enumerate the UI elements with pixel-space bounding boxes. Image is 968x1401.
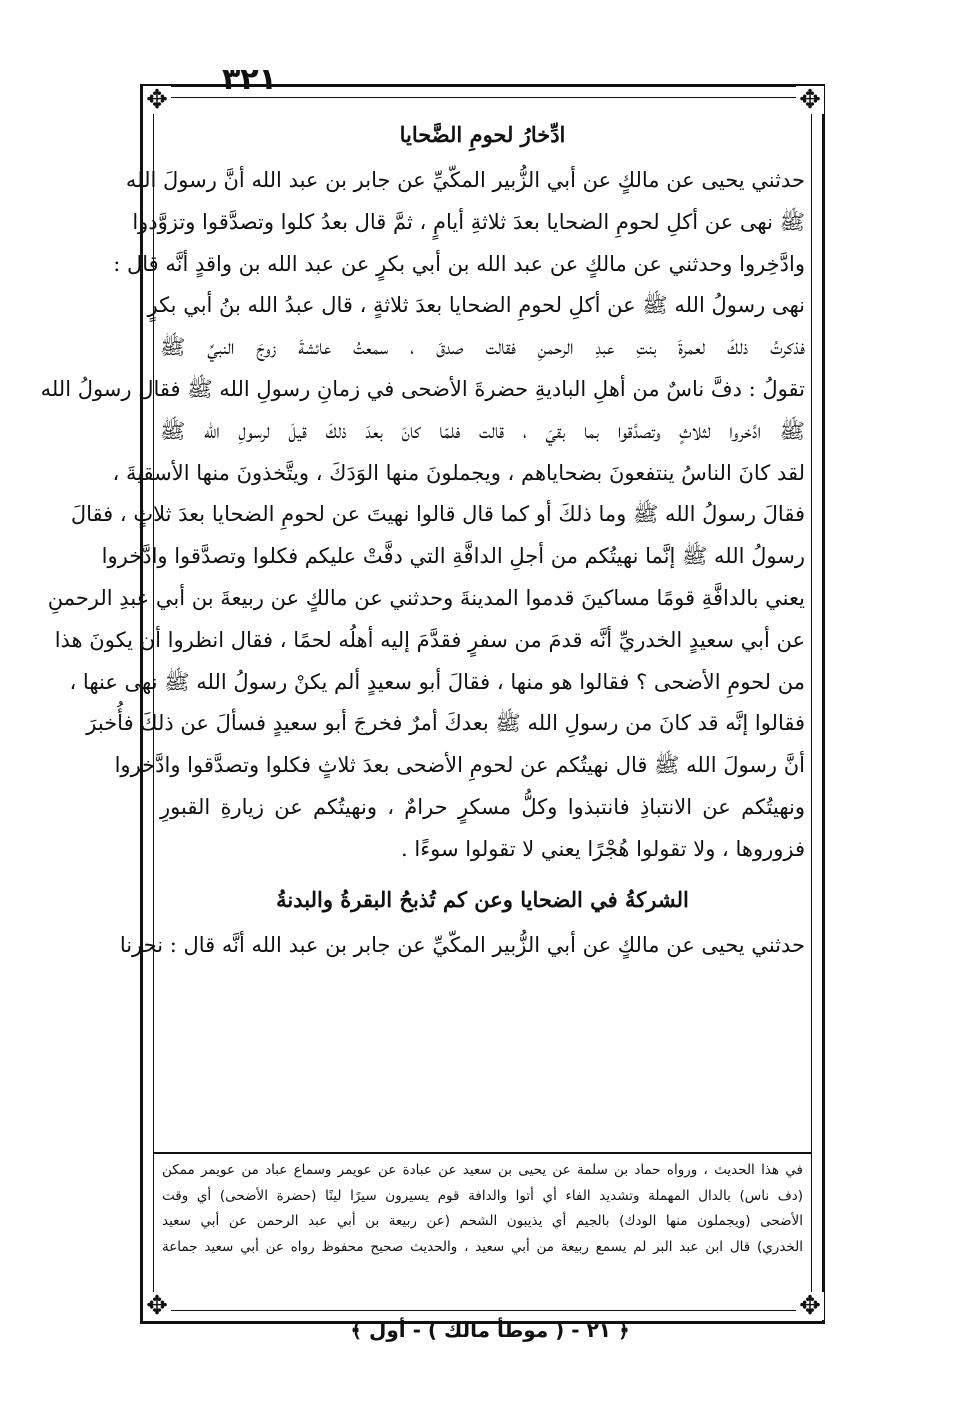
text-line: ﷺ ادَّخروا لثلاثٍ وتصدَّقوا بما بقيَ ، قالت فلمّا كانَ بعدَ ذلكَ قيلَ لرسولِ الله ﷺ — [160, 418, 805, 443]
text-line: فذكرتُ ذلكَ لعمرةَ بنتِ عبدِ الرحمنِ فقالت صدقَ ، سمعتُ عائشةَ زوجَ النبيِّ ﷺ — [160, 335, 805, 360]
hadith-block — [40, 160, 805, 871]
text-line: ﷺ نهى عن أكلِ لحومِ الضحايا بعدَ ثلاثةِ أيامٍ ، ثمَّ قال بعدُ كلوا وتصدَّقوا وتزوَّدوا — [132, 209, 805, 234]
footnote-line: الأضحى (ويجملون منها الودك) بالجيم أي يذيبون الشحم (عن ربيعة بن أبي عبد الرحمن عن أبي سعيد — [162, 1213, 803, 1229]
footnote-line: في هذا الحديث ، ورواه حماد بن سلمة عن يحيى بن سعيد عن عبادة عن عويمر وسماع عباد من عويمر ممكن — [162, 1162, 803, 1178]
text-line: أنَّ رسولَ الله ﷺ قال نهيتُكم عن لحومِ الأضحى بعدَ ثلاثٍ فكلوا وتصدَّقوا وادَّخروا — [114, 753, 805, 778]
corner-ornament-icon: ✥ — [143, 1292, 171, 1320]
text-line: نهى رسولُ الله ﷺ عن أكلِ لحومِ الضحايا بعدَ ثلاثةٍ ، قال عبدُ الله بنُ أبي بكرٍ — [147, 293, 805, 318]
text-line: تقولُ : دفَّ ناسٌ من أهلِ الباديةِ حضرةَ الأضحى في زمانِ رسولِ الله ﷺ فقال رسولُ الله — [40, 376, 805, 401]
corner-ornament-icon: ✥ — [143, 86, 171, 114]
text-line: وادَّخِروا وحدثني عن مالكٍ عن عبد الله بن أبي بكرٍ عن عبد الله بن واقدٍ أنَّه قال : — [113, 251, 805, 276]
main-text — [40, 108, 805, 966]
footnote-divider — [153, 1152, 812, 1154]
footnote-line: (دف ناس) بالدال المهملة وتشديد الفاء أي أتوا والدافة قوم يسيرون سيرًا لينًا (حضرة الأضحى) أي وقت — [162, 1187, 803, 1204]
text-line: فزوروها ، ولا تقولوا هُجْرًا يعني لا تقولوا سوءًا . — [401, 836, 805, 861]
corner-ornament-icon: ✥ — [796, 1292, 824, 1320]
footnotes — [162, 1158, 803, 1260]
text-line: عن أبي سعيدٍ الخدريِّ أنَّه قدمَ من سفرٍ فقدَّمَ إليه أهلُه لحمًا ، فقال انظروا أن يكونَ هذا — [54, 627, 805, 652]
footnote-line: الخدري) قال ابن عبد البر لم يسمع ربيعة من أبي سعيد ، والحديث صحيح محفوظ رواه عن أبي سعيد جماعة — [162, 1238, 803, 1255]
page-number: ٣٢١ — [222, 62, 277, 97]
section-heading: الشركةُ في الضحايا وعن كم تُذبحُ البقرةُ والبدنةُ — [276, 886, 689, 912]
corner-ornament-icon: ✥ — [796, 86, 824, 114]
text-line: حدثني يحيى عن مالكٍ عن أبي الزُّبير المكّيِّ عن جابر بن عبد الله أنَّ رسولَ الله — [125, 168, 805, 192]
text-line: رسولُ الله ﷺ إنَّما نهيتُكم من أجلِ الدافَّةِ التي دفَّتْ عليكم فكلوا وتصدَّقوا وادَّخروا — [101, 544, 805, 569]
text-line: يعني بالدافَّةِ قومًا مساكينَ قدموا المدينةَ وحدثني عن مالكٍ عن ربيعةَ بن أبي عبدِ الرحمنِ — [47, 585, 805, 610]
hadith-block — [119, 925, 805, 967]
text-line: لقد كانَ الناسُ ينتفعونَ بضحاياهم ، ويجملونَ منها الوَدَكَ ، ويتَّخذونَ منها الأسقيةَ ، — [112, 460, 805, 485]
text-line: من لحومِ الأضحى ؟ فقالوا هو منها ، فقالَ أبو سعيدٍ ألم يكنْ رسولُ الله ﷺ نهى عنها ، — [69, 669, 805, 694]
page-signature: ﴿ ٢١ - ( موطأ مالك ) - أول ﴾ — [350, 1318, 630, 1342]
text-line: حدثني يحيى عن مالكٍ عن أبي الزُّبير المكّيِّ عن جابر بن عبد الله أنَّه قال : نحرنا — [119, 932, 805, 957]
section-heading: ادِّخارُ لحومِ الضَّحايا — [399, 122, 566, 147]
text-line: ونهيتُكم عن الانتباذِ فانتبذوا وكلُّ مسكرٍ حرامٌ ، ونهيتُكم عن زيارةِ القبورِ — [160, 794, 805, 819]
text-line: فقالوا إنَّه قد كانَ من رسولِ الله ﷺ بعدكَ أمرٌ فخرجَ أبو سعيدٍ فسألَ عن ذلكَ فأُخبرَ — [86, 711, 805, 736]
text-line: فقالَ رسولُ الله ﷺ وما ذلكَ أو كما قال قالوا نهيتَ عن لحومِ الضحايا بعدَ ثلاثٍ ، فقالَ — [70, 502, 805, 527]
